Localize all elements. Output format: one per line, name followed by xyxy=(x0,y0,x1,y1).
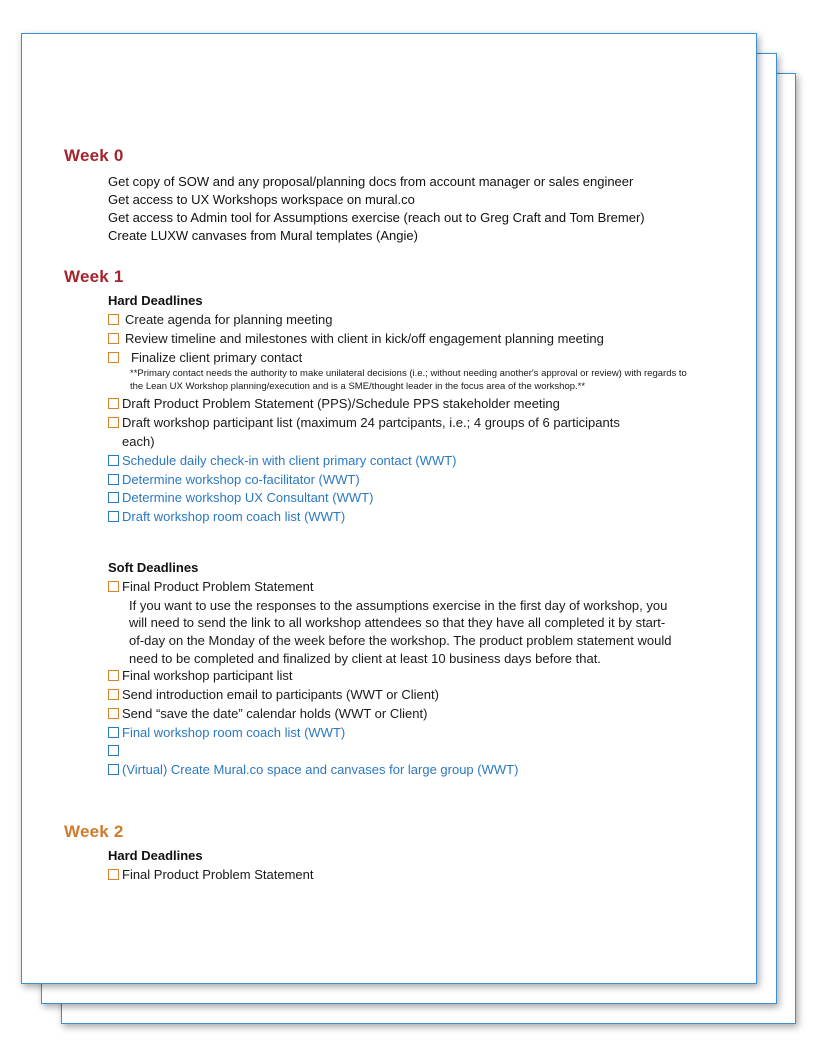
task-item xyxy=(108,667,708,686)
empty-checkbox-icon[interactable] xyxy=(108,455,119,466)
empty-checkbox-icon[interactable] xyxy=(108,314,119,325)
task-label: Determine workshop co-facilitator (WWT) xyxy=(122,471,360,487)
hard-deadlines-heading: Hard Deadlines xyxy=(108,293,203,308)
week-0-list xyxy=(108,173,708,245)
task-label: Final Product Problem Statement xyxy=(122,579,314,594)
empty-checkbox-icon[interactable] xyxy=(108,511,119,522)
soft-deadlines-heading: Soft Deadlines xyxy=(108,560,199,575)
list-item: Create LUXW canvases from Mural templates (Angie) xyxy=(108,228,418,243)
task-label: Draft Product Problem Statement (PPS)/Schedule PPS stakeholder meeting xyxy=(122,396,560,412)
task-label: Determine workshop UX Consultant (WWT) xyxy=(122,490,374,506)
task-label: Create agenda for planning meeting xyxy=(125,312,333,327)
week-1-heading: Week 1 xyxy=(64,267,124,286)
task-label: Draft workshop participant list (maximum 24 partcipants, i.e.; 4 groups of 6 participants xyxy=(122,415,620,431)
task-item xyxy=(108,471,708,490)
week-1-soft-deadlines xyxy=(108,559,708,780)
task-label: Finalize client primary contact xyxy=(131,349,303,365)
task-item xyxy=(108,705,708,724)
task-label: Final Product Problem Statement xyxy=(122,867,314,882)
task-label: (Virtual) Create Mural.co space and canvases for large group (WWT) xyxy=(122,762,519,778)
task-item xyxy=(108,452,708,471)
empty-checkbox-icon[interactable] xyxy=(108,708,119,719)
empty-checkbox-icon[interactable] xyxy=(108,869,119,880)
list-item: Get copy of SOW and any proposal/planning docs from account manager or sales engineer xyxy=(108,174,634,189)
task-item xyxy=(108,311,708,330)
week-2-heading: Week 2 xyxy=(64,822,124,841)
empty-checkbox-icon[interactable] xyxy=(108,670,119,681)
week-1-hard-deadlines xyxy=(108,292,708,527)
task-label: Final workshop participant list xyxy=(122,668,293,684)
task-label: Schedule daily check-in with client primary contact (WWT) xyxy=(122,452,457,468)
empty-checkbox-icon[interactable] xyxy=(108,492,119,503)
task-item xyxy=(108,578,708,597)
primary-contact-note: **Primary contact needs the authority to make unilateral decisions (i.e.; without needing another's approval or review) with regards to the Lean UX Workshop planning/execution and is a SME/thought leader in the focus area of the workshop.** xyxy=(130,368,687,393)
task-item xyxy=(108,330,708,349)
list-item: Get access to UX Workshops workspace on mural.co xyxy=(108,192,415,207)
task-item xyxy=(108,349,708,368)
task-item xyxy=(108,724,708,743)
empty-checkbox-icon[interactable] xyxy=(108,474,119,485)
empty-checkbox-icon[interactable] xyxy=(108,333,119,344)
task-label: Send introduction email to participants (WWT or Client) xyxy=(122,686,439,702)
empty-checkbox-icon[interactable] xyxy=(108,417,119,428)
task-label: Draft workshop room coach list (WWT) xyxy=(122,509,346,525)
empty-checkbox-icon[interactable] xyxy=(108,581,119,592)
task-label-continuation: each) xyxy=(122,433,155,449)
task-item xyxy=(108,414,708,433)
empty-checkbox-icon[interactable] xyxy=(108,689,119,700)
list-item: Get access to Admin tool for Assumptions exercise (reach out to Greg Craft and Tom Bremer) xyxy=(108,210,645,225)
task-item xyxy=(108,866,708,885)
task-item xyxy=(108,761,708,780)
task-item xyxy=(108,395,708,414)
task-label: Review timeline and milestones with client in kick/off engagement planning meeting xyxy=(125,330,604,346)
task-item xyxy=(108,686,708,705)
week-2-hard-deadlines xyxy=(108,847,708,885)
task-item xyxy=(108,489,708,508)
hard-deadlines-heading: Hard Deadlines xyxy=(108,848,203,863)
empty-checkbox-icon[interactable] xyxy=(108,764,119,775)
week-0-heading: Week 0 xyxy=(64,146,124,165)
task-item xyxy=(108,508,708,527)
empty-checkbox-icon[interactable] xyxy=(108,745,119,756)
assumptions-paragraph: If you want to use the responses to the assumptions exercise in the first day of workshop, you will need to send the link to all workshop attendees so that they have all completed it by start-of-day on the Monday of the week before the workshop. The product problem statement would need to be completed and finalized by client at least 10 business days before that. xyxy=(129,597,672,666)
empty-checkbox-icon[interactable] xyxy=(108,398,119,409)
task-item-empty xyxy=(108,742,708,761)
task-label: Final workshop room coach list (WWT) xyxy=(122,724,346,740)
empty-checkbox-icon[interactable] xyxy=(108,727,119,738)
empty-checkbox-icon[interactable] xyxy=(108,352,119,363)
document-page xyxy=(21,33,757,984)
task-label: Send “save the date” calendar holds (WWT or Client) xyxy=(122,705,428,721)
